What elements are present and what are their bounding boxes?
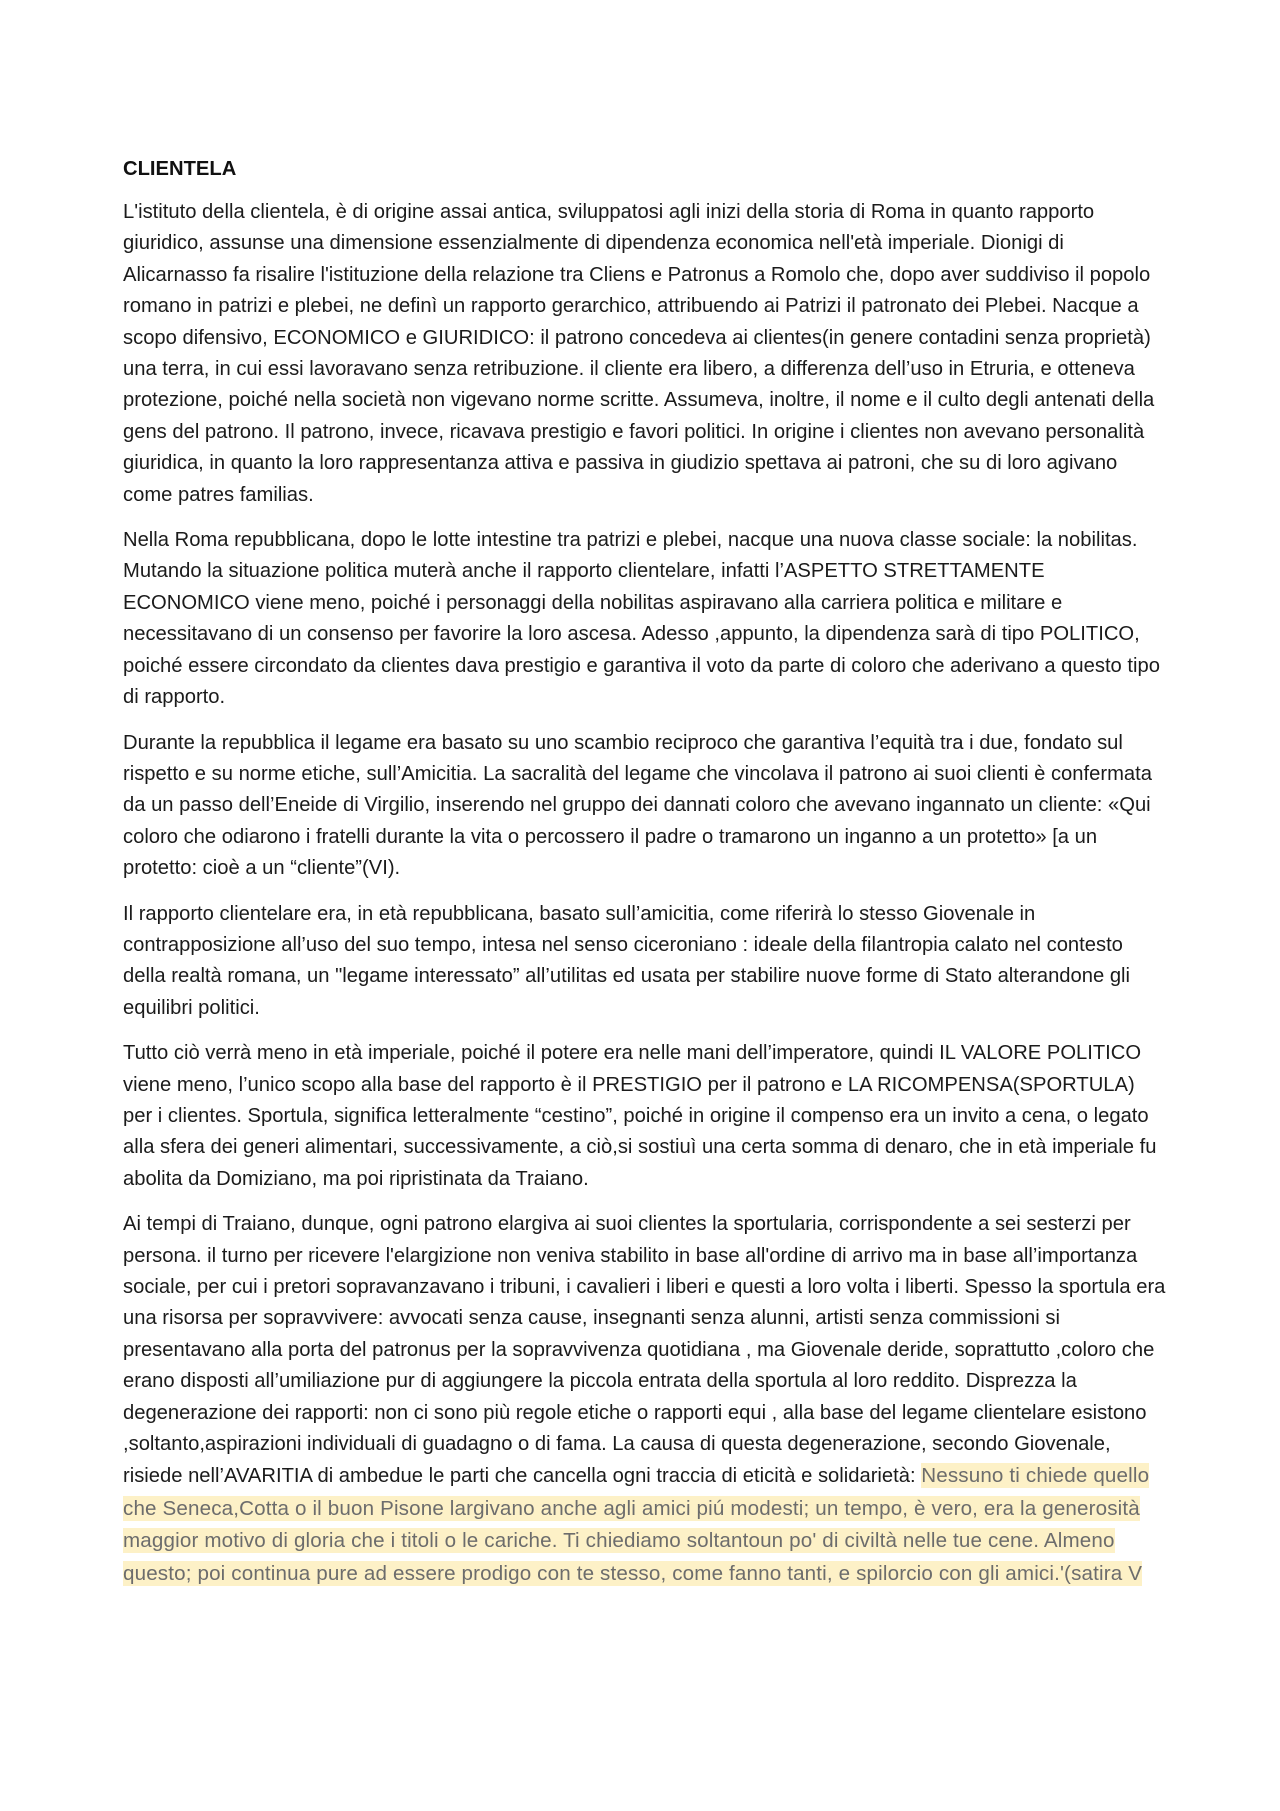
paragraph-traiano-sportularia bbox=[123, 1209, 1168, 1590]
paragraph-imperial-sportula: Tutto ciò verrà meno in età imperiale, poiché il potere era nelle mani dell’imperatore, quindi IL VALORE POLITICO viene meno, l’unico scopo alla base del rapporto è il PRESTIGIO per il patrono e LA RICOMPENSA(SPORTULA) per i clientes. Sportula, significa letteralmente “cestino”, poiché in origine il compenso era un invito a cena, o legato alla sfera dei generi alimentari, successivamente, a ciò,si sostiuì una certa somma di denaro, che in età imperiale fu abolita da Domiziano, ma poi ripristinata da Traiano. bbox=[123, 1042, 1157, 1190]
paragraph-origins: L'istituto della clientela, è di origine assai antica, sviluppatosi agli inizi della storia di Roma in quanto rapporto giuridico, assunse una dimensione essenzialmente di dipendenza economica nell'età imperiale. Dionigi di Alicarnasso fa risalire l'istituzione della relazione tra Cliens e Patronus a Romolo che, dopo aver suddiviso il popolo romano in patrizi e plebei, ne definì un rapporto gerarchico, attribuendo ai Patrizi il patronato dei Plebei. Nacque a scopo difensivo, ECONOMICO e GIURIDICO: il patrono concedeva ai clientes(in genere contadini senza proprietà) una terra, in cui essi lavoravano senza retribuzione. il cliente era libero, a differenza dell’uso in Etruria, e otteneva protezione, poiché nella società non vigevano norme scritte. Assumeva, inoltre, il nome e il culto degli antenati della gens del patrono. Il patrono, invece, ricavava prestigio e favori politici. In origine i clientes non avevano personalità giuridica, in quanto la loro rappresentanza attiva e passiva in giudizio spettava ai patroni, che su di loro agivano come patres familias. bbox=[123, 201, 1155, 506]
paragraph-traiano-text: Ai tempi di Traiano, dunque, ogni patrono elargiva ai suoi clientes la sportularia, corrispondente a sei sesterzi per persona. il turno per ricevere l'elargizione non veniva stabilito in base all'ordine di arrivo ma in base all’importanza sociale, per cui i pretori sopravanzavano i tribuni, i cavalieri i liberi e questi a loro volta i liberti. Spesso la sportula era una risorsa per sopravvivere: avvocati senza cause, insegnanti senza alunni, artisti senza commissioni si presentavano alla porta del patronus per la sopravvivenza quotidiana , ma Giovenale deride, soprattutto ,coloro che erano disposti all’umiliazione pur di aggiungere la piccola entrata della sportula al loro reddito. Disprezza la degenerazione dei rapporti: non ci sono più regole etiche o rapporti equi , alla base del legame clientelare esistono ,soltanto,aspirazioni individuali di guadagno o di fama. La causa di questa degenerazione, secondo Giovenale, risiede nell’AVARITIA di ambedue le parti che cancella ogni traccia di eticità e solidarietà: bbox=[123, 1213, 1166, 1488]
paragraph-republic-nobilitas: Nella Roma repubblicana, dopo le lotte intestine tra patrizi e plebei, nacque una nuova classe sociale: la nobilitas. Mutando la situazione politica muterà anche il rapporto clientelare, infatti l’ASPETTO STRETTAMENTE ECONOMICO viene meno, poiché i personaggi della nobilitas aspiravano alla carriera politica e militare e necessitavano di un consenso per favorire la loro ascesa. Adesso ,appunto, la dipendenza sarà di tipo POLITICO, poiché essere circondato da clientes dava prestigio e garantiva il voto da parte di coloro che aderivano a questo tipo di rapporto. bbox=[123, 529, 1160, 709]
paragraph-giovenale-amicitia: Il rapporto clientelare era, in età repubblicana, basato sull’amicitia, come riferirà lo stesso Giovenale in contrapposizione all’uso del suo tempo, intesa nel senso ciceroniano : ideale della filantropia calato nel contesto della realtà romana, un "legame interessato” all’utilitas ed usata per stabilire nuove forme di Stato alterandone gli equilibri politici. bbox=[123, 902, 1131, 1019]
highlighted-quote-satira: Nessuno ti chiede quello che Seneca,Cotta o il buon Pisone largivano anche agli amici piú modesti; un tempo, è vero, era la generosità maggior motivo di gloria che i titoli o le cariche. Ti chiediamo soltantoun po' di civiltà nelle tue cene. Almeno questo; poi continua pure ad essere prodigo con te stesso, come fanno tanti, e spilorcio con gli amici.'(satira V bbox=[123, 1464, 1150, 1585]
paragraph-amicitia-virgilio: Durante la repubblica il legame era basato su uno scambio reciproco che garantiva l’equità tra i due, fondato sul rispetto e su norme etiche, sull’Amicitia. La sacralità del legame che vincolava il patrono ai suoi clienti è confermata da un passo dell’Eneide di Virgilio, inserendo nel gruppo dei dannati coloro che avevano ingannato un cliente: «Qui coloro che odiarono i fratelli durante la vita o percossero il padre o tramarono un inganno a un protetto» [a un protetto: cioè a un “cliente”(VI). bbox=[123, 731, 1152, 880]
document-title: CLIENTELA bbox=[123, 158, 237, 180]
document-body bbox=[123, 154, 1168, 1604]
